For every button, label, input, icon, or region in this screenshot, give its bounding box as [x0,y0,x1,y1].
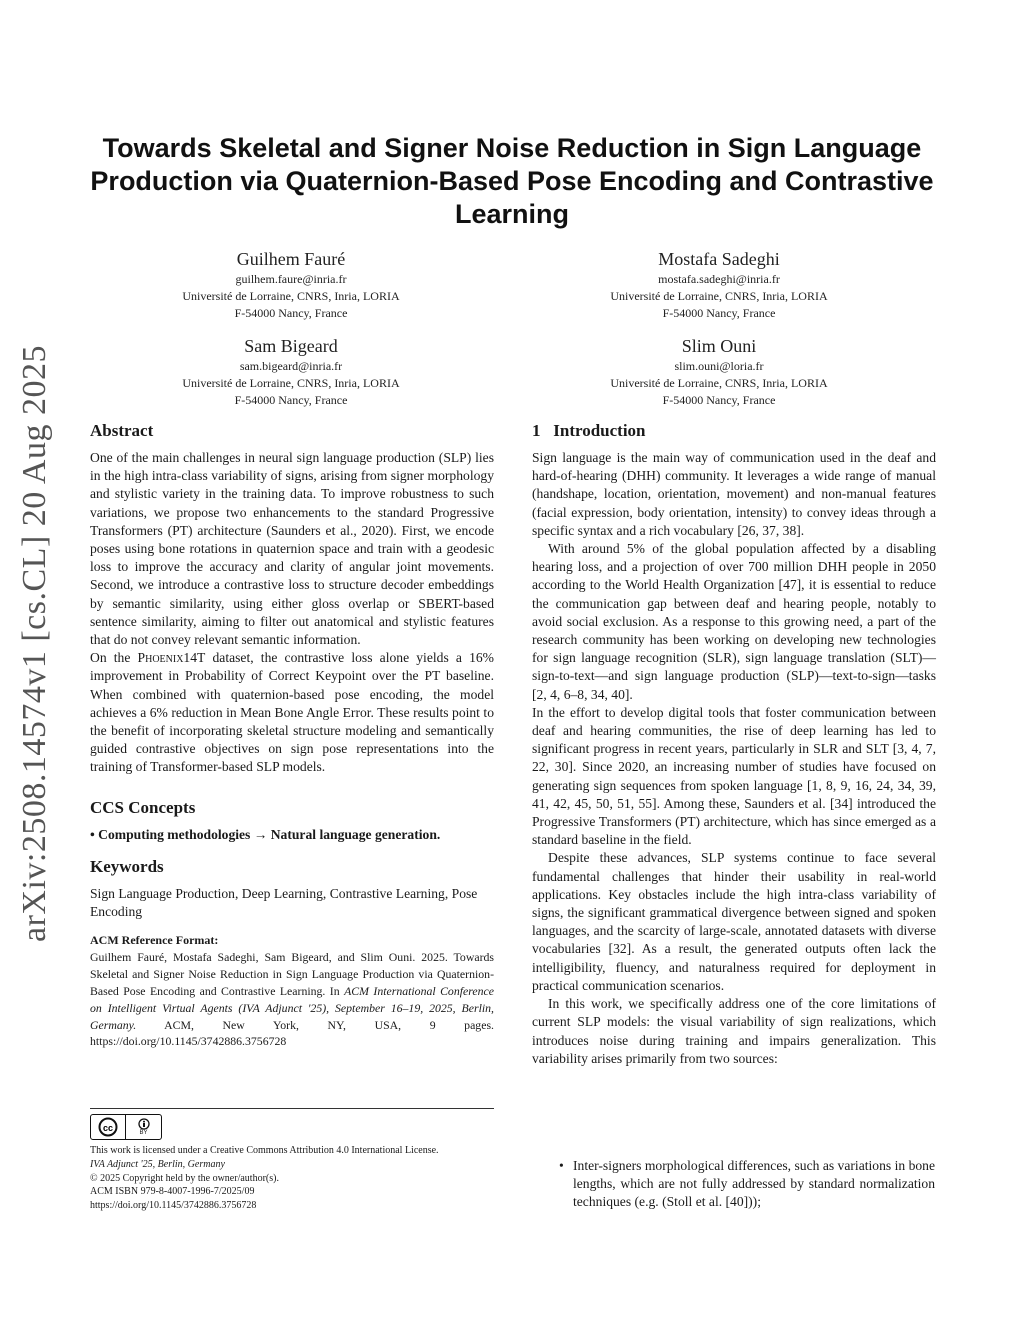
by-icon [126,1115,161,1139]
author-affiliation: Université de Lorraine, CNRS, Inria, LORIA [182,289,400,303]
arxiv-id: arXiv:2508.14574v1 [cs.CL] 20 Aug 2025 [16,345,53,942]
intro-paragraph: Sign language is the main way of communication used in the deaf and hard-of-hearing (DHH) community. It leverages a wide range of manual (handshape, location, orientation, movement) and non-manual features (facial expression, body orientation, intensity) to convey ideas through a specific syntax and a rich vocabulary [26, 37, 38]. [532,450,936,538]
ccs-item: • Computing methodologies → Natural language generation. [90,826,441,842]
author-name: Slim Ouni [681,336,757,356]
acm-ref-part: Guilhem Fauré, Mostafa Sadeghi, Sam Bigeard, and Slim Ouni. 2025. Towards Skeletal and Signer Noise Reduction in Sign Language Production via Quaternion-Based Pose Encoding and Contrastive Learning. In [90,950,494,999]
license-text: This work is licensed under a Creative Commons Attribution 4.0 International License. [90,1145,439,1156]
author-email[interactable]: sam.bigeard@inria.fr [239,359,343,373]
author-location: F-54000 Nancy, France [662,306,776,320]
svg-text:cc: cc [102,1123,114,1133]
acm-ref-text [90,949,494,1050]
intro-paragraph: With around 5% of the global population affected by a disabling hearing loss, and a projection of over 700 million DHH people in 2050 according to the World Health Organization [47], it is essential to reduce the communication gap between deaf and hearing people, notably to avoid social exclusion. As a response to this growing need, a part of the research community has been working on developing new technologies for sign language recognition (SLR), sign language translation (SLT)—sign-to-text—and sign language production (SLP)—text-to-sign—tasks [2, 4, 6–8, 34, 40]. [532,541,936,702]
intro-paragraph: Despite these advances, SLP systems continue to face several fundamental challenges that hinder their usability in real-world applications. Key obstacles include the high intra-class variability of signs, the significant grammatical divergence between signed and spoken languages, and the scarcity of large-scale, annotated datasets with diverse vocabularies [32]. As a result, the generated outputs often lack the intelligibility, fluency, and naturalness required for deployment in practical communication scenarios. [532,850,936,993]
author-name: Mostafa Sadeghi [658,249,780,269]
abstract-paragraph-results [90,649,494,776]
author-block [121,247,461,322]
footer-doi[interactable]: https://doi.org/10.1145/3742886.3756728 [90,1200,257,1212]
author-name: Sam Bigeard [244,336,338,356]
abstract-text: dataset, the contrastive loss alone yields a 16% improvement in Probability of Correct Keypoint over the PT baseline. When combined with quaternion-based pose encoding, the model achieves a 6% reduction in Mean Bone Angle Error. These results point to the benefit of incorporating skeletal structure modeling and semantically guided contrastive objectives on sign pose representations into the training of Transformer-based SLP models. [90,650,494,775]
bullet-text: Inter-signers morphological differences, such as variations in bone lengths, which are not fully addressed by standard normalization techniques (e.g. (Stoll et al. [40])); [573,1158,935,1210]
keywords-heading: Keywords [90,856,164,876]
author-block [549,247,889,322]
footer-venue: IVA Adjunct '25, Berlin, Germany [90,1158,225,1170]
intro-paragraph: In this work, we specifically address one of the core limitations of current SLP models: the visual variability of sign realizations, which introduces noise during training and impairs generalization. This variability arises primarily from two sources: [532,996,936,1066]
author-affiliation: Université de Lorraine, CNRS, Inria, LORIA [610,289,828,303]
paper-title: Towards Skeletal and Signer Noise Reduction in Sign Language Production via Quaternion-Based Pose Encoding and Contrastive Learning [90,133,934,229]
author-email[interactable]: mostafa.sadeghi@inria.fr [658,272,780,286]
acm-ref-venue: ACM International Conference on Intelligent Virtual Agents (IVA Adjunct '25), September 16–19, 2025, Berlin, Germany. [90,984,495,1032]
dataset-name: Phoenix14T [137,650,206,666]
abstract-paragraph: One of the main challenges in neural sign language production (SLP) lies in the high intra-class variability of signs, arising from signer morphology and stylistic variety in the training data. To improve robustness to such variations, we propose two enhancements to the standard Progressive Transformers (PT) architecture (Saunders et al., 2020). First, we encode poses using bone rotations in quaternion space and train with a geodesic loss to improve the accuracy and clarity of angular joint movements. Second, we introduce a contrastive loss to structure decoder embeddings by semantic similarity, using either gloss overlap or SBERT-based sentence similarity, aiming to filter out anatomical and stylistic features that do not convey relevant semantic information. [90,450,494,648]
intro-bullet-item [559,1157,935,1212]
cc-by-label: BY [139,1130,148,1136]
license-footer [90,1108,494,1213]
abstract-text: On the [90,650,138,666]
arxiv-watermark [8,345,68,950]
bullet-icon: • [559,1158,564,1173]
author-location: F-54000 Nancy, France [234,393,348,407]
ccs-heading: CCS Concepts [90,797,196,817]
acm-ref-part: ACM, New York, NY, USA, 9 pages. https://doi.org/10.1145/3742886.3756728 [90,1017,494,1049]
author-email[interactable]: guilhem.faure@inria.fr [235,272,347,286]
right-column [532,420,936,1068]
author-block [549,334,889,409]
footer-isbn: ACM ISBN 979-8-4007-1996-7/2025/09 [90,1186,255,1198]
intro-heading: 1 Introduction [532,421,646,440]
author-location: F-54000 Nancy, France [662,393,776,407]
cc-icon [91,1115,126,1139]
abstract-heading: Abstract [90,421,154,440]
acm-ref-heading: ACM Reference Format: [90,933,219,948]
footer-copyright: © 2025 Copyright held by the owner/author(s). [90,1172,279,1184]
author-name: Guilhem Fauré [236,249,346,269]
author-affiliation: Université de Lorraine, CNRS, Inria, LORIA [610,376,828,390]
author-email[interactable]: slim.ouni@loria.fr [674,359,764,373]
left-column [90,420,494,1050]
keywords-text: Sign Language Production, Deep Learning, Contrastive Learning, Pose Encoding [90,885,478,920]
author-location: F-54000 Nancy, France [234,306,348,320]
intro-paragraph: In the effort to develop digital tools that foster communication between deaf and hearing communities, the rise of deep learning has led to significant progress in recent years, particularly in SLR and SLT [3, 4, 7, 22, 30]. Since 2020, an increasing number of studies have focused on generating sign sequences from spoken language [1, 8, 9, 16, 24, 34, 39, 41, 42, 45, 50, 51, 55]. Among these, Saunders et al. [34] introduced the Progressive Transformers (PT) architecture, which has since emerged as a standard baseline in the field. [532,704,936,848]
author-affiliation: Université de Lorraine, CNRS, Inria, LORIA [182,376,400,390]
author-block [121,334,461,409]
cc-by-badge[interactable] [90,1114,162,1140]
